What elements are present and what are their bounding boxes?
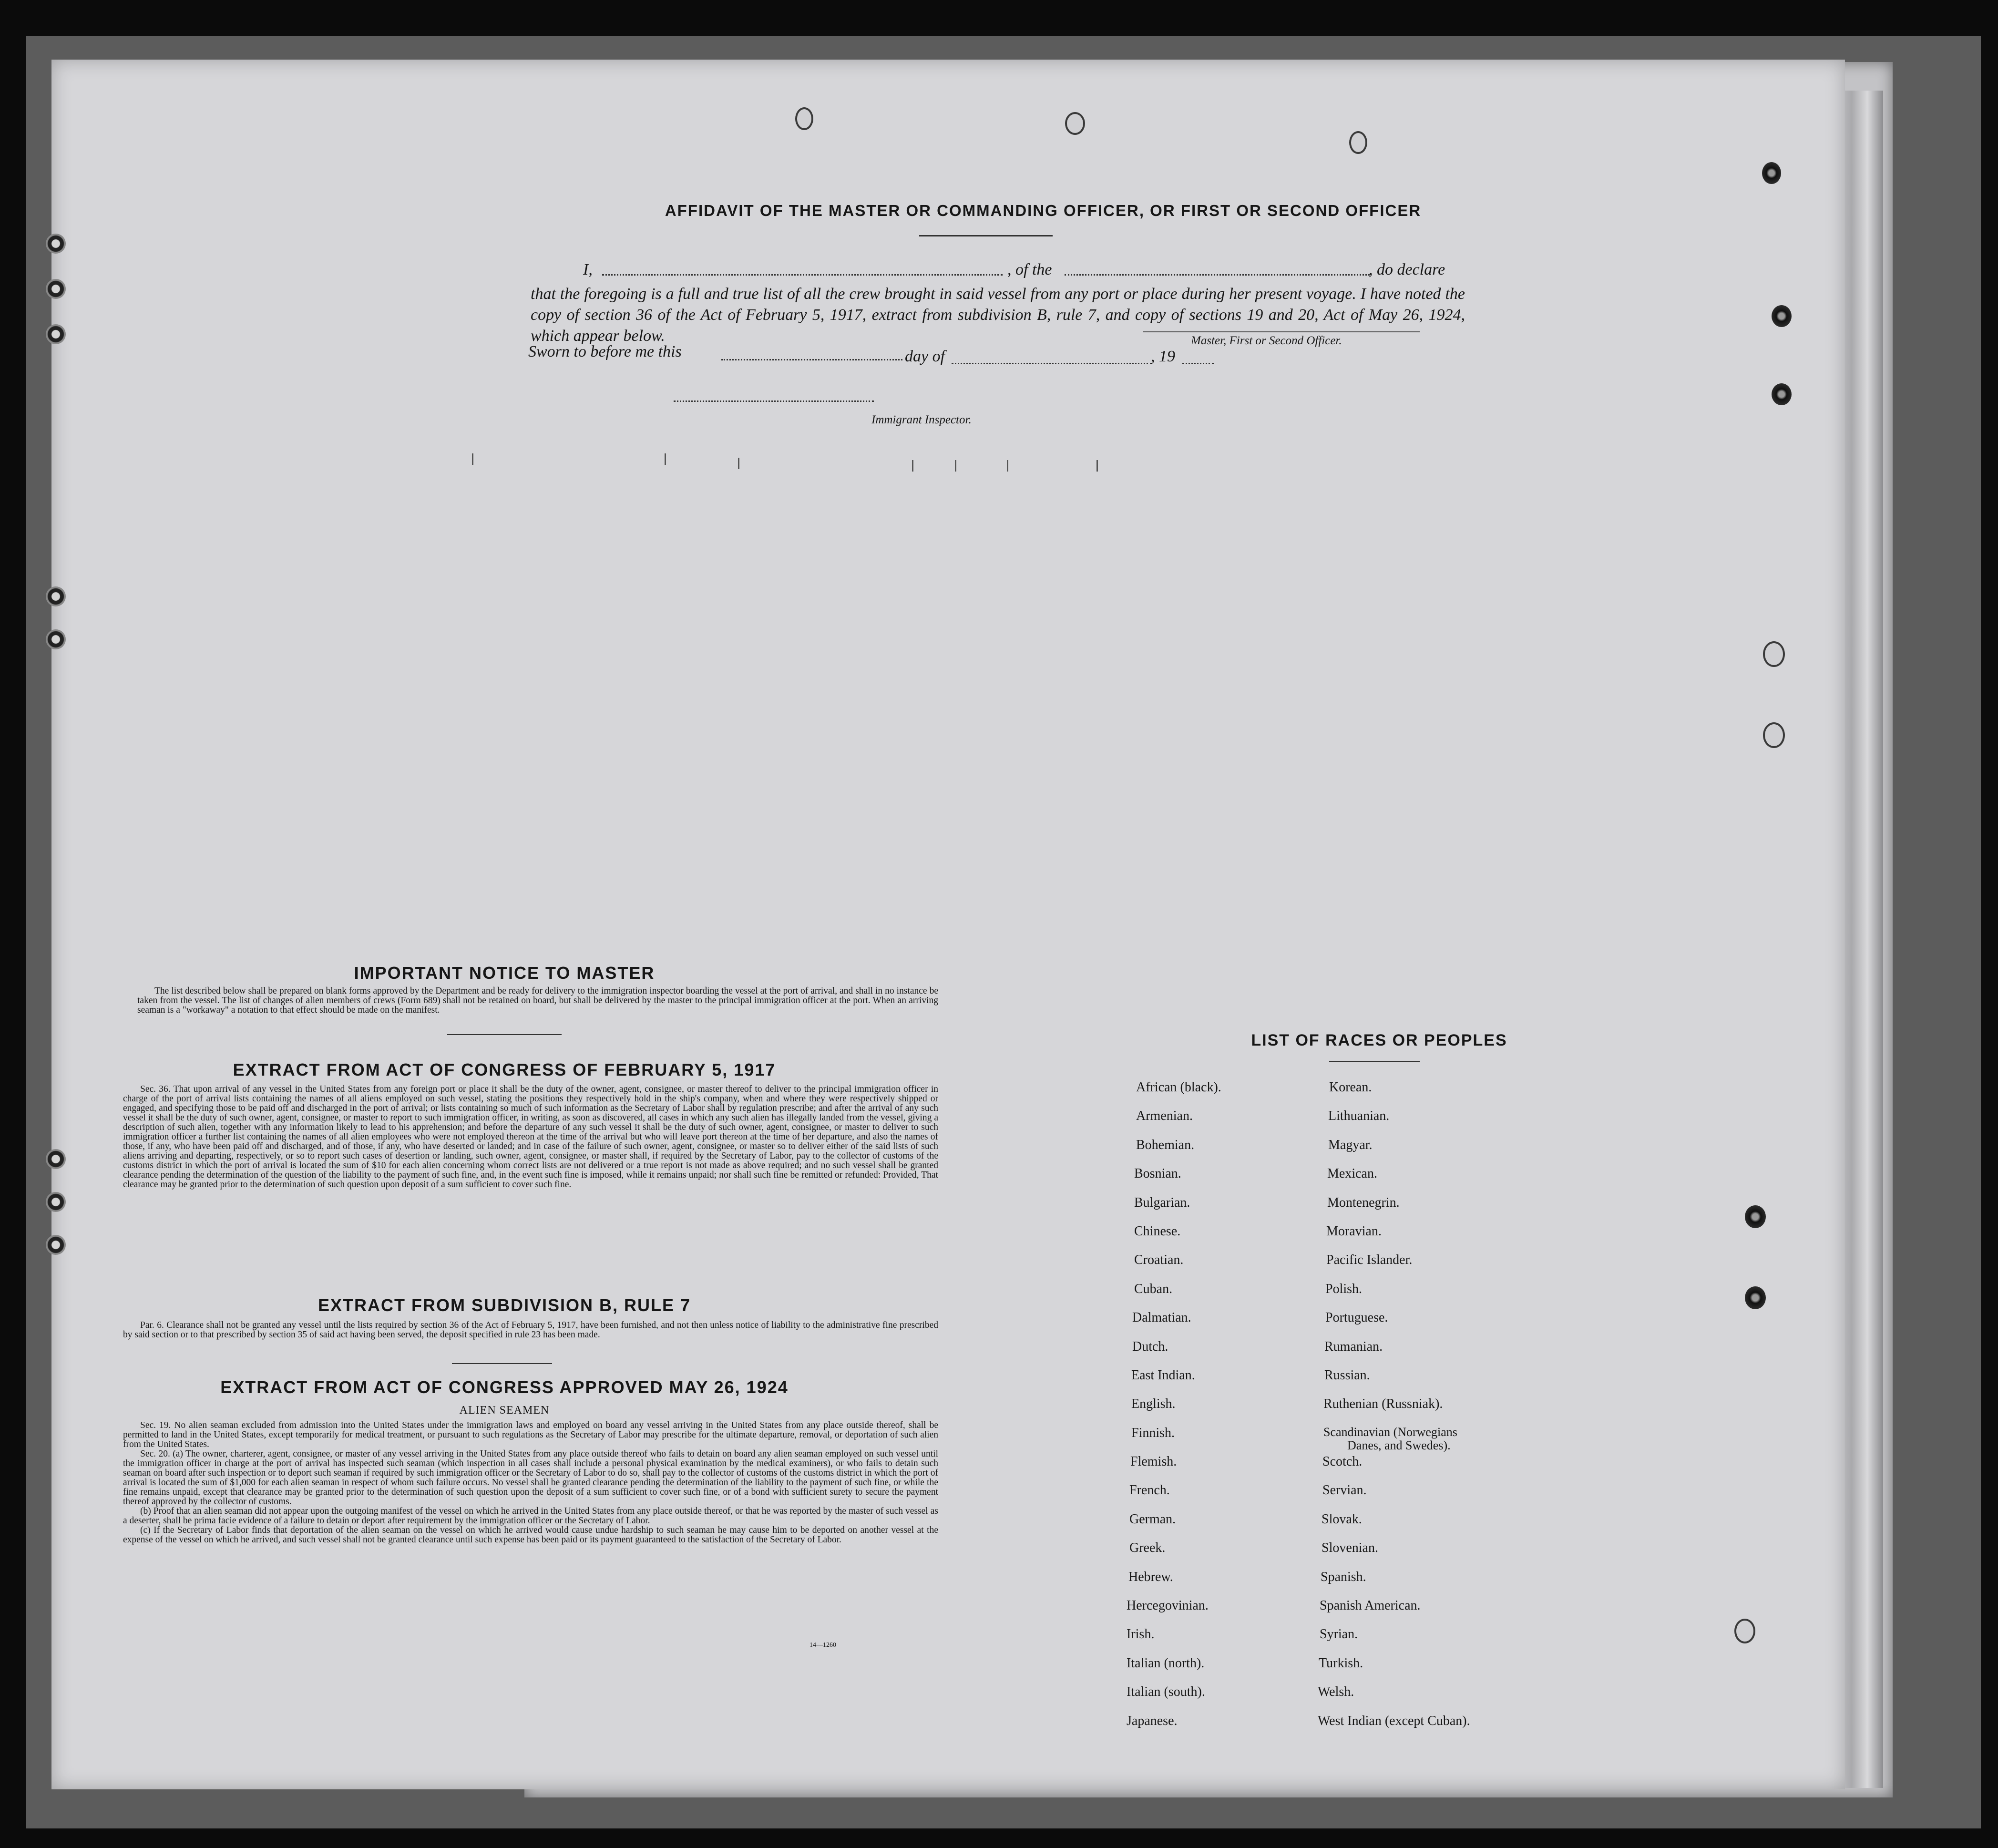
notice-paragraph: The list described below shall be prepared on blank forms approved by the Department and be ready for delivery to the immigration inspector boarding the vessel at the port of arrival, and shall in no instance be taken from the vessel. The list of changes of alien members of crews (Form 689) shall not be retained on board, but shall be delivered by the master to the principal immigration officer at the port. When an arriving seaman is a "workaway" a notation to that effect should be made on the manifest. — [137, 986, 938, 1015]
races-column-1 — [1127, 1080, 1221, 1742]
races-underline — [1329, 1061, 1420, 1062]
punch-hole — [1763, 641, 1785, 667]
race-item: African (black). — [1136, 1080, 1221, 1095]
punch-hole — [795, 107, 813, 130]
race-item-scandinavian-cont: Danes, and Swedes). — [1347, 1438, 1451, 1452]
par6-paragraph: Par. 6. Clearance shall not be granted any vessel until the lists required by section 36 of the Act of February 5, 1917, have been furnished, and not then unless notice of liability to the administrative fine prescribed by said section or to that prescribed by section 35 of said act having been served, the deposit specified in rule 23 has been made. — [123, 1320, 938, 1340]
notice-text — [137, 986, 938, 1015]
vessel-name-field[interactable] — [1065, 274, 1370, 276]
sworn-month-field[interactable] — [952, 363, 1152, 364]
bleed-through-mark — [665, 453, 666, 465]
race-item: Hebrew. — [1128, 1569, 1173, 1584]
punch-hole — [1745, 1205, 1766, 1228]
affidavit-title: AFFIDAVIT OF THE MASTER OR COMMANDING OFFICER, OR FIRST OR SECOND OFFICER — [665, 202, 1422, 219]
bleed-through-mark — [1007, 460, 1008, 472]
race-item: Dutch. — [1132, 1339, 1168, 1354]
punch-hole — [1745, 1286, 1766, 1309]
race-item: Magyar. — [1328, 1137, 1373, 1152]
binder-grommet — [46, 1149, 66, 1169]
race-item: Mexican. — [1327, 1166, 1377, 1181]
race-item: Japanese. — [1127, 1713, 1178, 1728]
race-item: Pacific Islander. — [1326, 1253, 1413, 1268]
races-column-2 — [1315, 1080, 1470, 1742]
binder-grommet — [46, 1235, 66, 1255]
race-item: Hercegovinian. — [1127, 1598, 1209, 1613]
sec20c-paragraph: (c) If the Secretary of Labor finds that deportation of the alien seaman on the vessel on which he arrived would cause undue hardship to such seaman he may cause him to be deported on another vessel at the expense of the vessel on which he arrived, and such vessel shall not be granted clearance until such expense has been paid or its payment guaranteed to the satisfaction of the Secretary of Labor. — [123, 1525, 938, 1545]
race-item: Bohemian. — [1136, 1137, 1195, 1152]
extract-1917-title: EXTRACT FROM ACT OF CONGRESS OF FEBRUARY 5, 1917 — [233, 1060, 776, 1079]
sec20a-paragraph: Sec. 20. (a) The owner, charterer, agent, consignee, or master of any vessel arriving in the United States from any place outside thereof who fails to detain on board any alien seaman employed on such vessel until the immigration officer in charge at the port of arrival has inspected such seaman (which inspection in all cases shall include a personal physical examination by the medical examiners), or who fails to detain such seaman on board after such inspection or to deport such seaman if required by such immigration officer or the Secretary of Labor to do so, shall pay to the collector of customs of the customs district in which the port of arrival is located the sum of $1,000 for each alien seaman in respect of whom such failure occurs. No vessel shall be granted clearance pending the determination of the liability to the payment of such fine, or while the fine remains unpaid, except that clearance may be granted prior to the determination of such question upon the deposit of a sum sufficient to cover such fine, or of a bond with sufficient surety to secure the payment thereof approved by the collector of customs. — [123, 1449, 938, 1507]
notice-title: IMPORTANT NOTICE TO MASTER — [354, 963, 655, 983]
extract-1917-text — [123, 1085, 938, 1190]
race-item: Finnish. — [1131, 1425, 1175, 1440]
bleed-through-mark — [955, 460, 956, 472]
affidavit-do-declare-label: , do declare — [1369, 261, 1445, 278]
sworn-year-field[interactable] — [1182, 363, 1214, 364]
race-item: Turkish. — [1319, 1655, 1363, 1671]
extract-1924-text — [123, 1421, 938, 1545]
alien-seamen-subtitle: ALIEN SEAMEN — [459, 1404, 550, 1417]
race-item: West Indian (except Cuban). — [1318, 1713, 1470, 1728]
master-name-field[interactable] — [602, 274, 1003, 276]
section-divider — [447, 1034, 562, 1035]
race-item: Welsh. — [1318, 1684, 1354, 1700]
section-divider — [452, 1363, 552, 1364]
punch-hole — [1349, 131, 1367, 154]
race-item: Scotch. — [1322, 1454, 1363, 1469]
bleed-through-mark — [912, 460, 913, 472]
day-of-label: day of — [905, 348, 945, 365]
extract-rule7-title: EXTRACT FROM SUBDIVISION B, RULE 7 — [318, 1295, 691, 1315]
race-item: Dalmatian. — [1132, 1310, 1191, 1325]
race-item: Portuguese. — [1325, 1310, 1388, 1325]
bleed-through-mark — [738, 458, 739, 469]
inspector-signature-line[interactable] — [674, 400, 874, 402]
race-item: Russian. — [1324, 1367, 1370, 1383]
race-item: Flemish. — [1130, 1454, 1177, 1469]
punch-hole — [1772, 383, 1792, 405]
inspector-label: Immigrant Inspector. — [871, 413, 972, 426]
race-item: Rumanian. — [1324, 1339, 1383, 1354]
sec36-paragraph: Sec. 36. That upon arrival of any vessel in the United States from any foreign port or place it shall be the duty of the owner, agent, consignee, or master thereof to deliver to the principal immigration officer in charge of the port of arrival lists containing the names of all aliens employed on such vessel, stating the positions they respectively hold in the ship's company, when and where they were respectively shipped or engaged, and specifying those to be paid off and discharged in the port of arrival; or lists containing so much of such information as the Secretary of Labor shall by regulation prescribe; and after the arrival of any such vessel it shall be the duty of such owner, agent, consignee, or master to report to such immigration officer, in writing, as soon as discovered, all cases in which any such alien has illegally landed from the vessel, giving a description of such alien, together with any information likely to lead to his apprehension; and before the departure of any such vessel it shall be the duty of such owner, agent, consignee, or master to deliver to such immigration officer a further list containing the names of all alien employees who were not employed thereon at the time of the arrival but who will leave port thereon at the time of her departure, and also the names of those, if any, who have been paid off and discharged, and of those, if any, who have deserted or landed; and in case of the failure of such owner, agent, consignee, or master so to deliver either of the said lists of such aliens arriving and departing, respectively, or so to report such cases of desertion or landing, such owner, agent, consignee, or master shall, if required by the Secretary of Labor, pay to the collector of customs of the customs district in which the port of arrival is located the sum of $10 for each alien concerning whom correct lists are not delivered or a true report is not made as above required; and no such vessel shall be granted clearance pending the determination of the question of the liability to the payment of such fine, and, in the event such fine is imposed, while it remains unpaid; nor shall such fine be remitted or refunded: Provided, That clearance may be granted prior to the determination of such question upon deposit of a sum sufficient to cover such fine. — [123, 1084, 938, 1190]
race-item: Korean. — [1329, 1080, 1372, 1095]
punch-hole — [1763, 722, 1785, 748]
sworn-label: Sworn to before me this — [528, 343, 682, 360]
race-item: Spanish American. — [1320, 1598, 1421, 1613]
race-item: Moravian. — [1326, 1223, 1382, 1239]
punch-hole — [1065, 112, 1085, 135]
race-item: Bulgarian. — [1134, 1195, 1190, 1210]
race-item: Croatian. — [1134, 1253, 1184, 1268]
race-item: English. — [1131, 1396, 1176, 1412]
race-item: Lithuanian. — [1328, 1109, 1390, 1124]
binder-grommet — [46, 279, 66, 299]
form-number: 14—1260 — [809, 1642, 836, 1649]
races-title: LIST OF RACES OR PEOPLES — [1251, 1031, 1507, 1049]
race-item: French. — [1129, 1483, 1170, 1498]
race-item: Ruthenian (Russniak). — [1323, 1396, 1443, 1412]
race-item: Polish. — [1325, 1281, 1363, 1296]
sec20b-paragraph: (b) Proof that an alien seaman did not appear upon the outgoing manifest of the vessel on which he arrived in the United States from any place outside thereof, or that he was reported by the master of such vessel as a deserter, shall be prima facie evidence of a failure to detain or deport after requirement by the immigration officer or the Secretary of Labor. — [123, 1506, 938, 1526]
master-signature-line[interactable] — [1143, 331, 1420, 332]
punch-hole — [1734, 1619, 1755, 1643]
race-item: Syrian. — [1320, 1627, 1358, 1642]
race-item — [1315, 1426, 1470, 1454]
race-item: Bosnian. — [1134, 1166, 1181, 1181]
affidavit-i-label: I, — [583, 261, 593, 278]
race-item: Italian (south). — [1127, 1684, 1205, 1700]
race-item: Montenegrin. — [1327, 1195, 1400, 1210]
extract-1924-title: EXTRACT FROM ACT OF CONGRESS APPROVED MAY 26, 1924 — [220, 1377, 789, 1397]
race-item: Servian. — [1322, 1483, 1367, 1498]
race-item: East Indian. — [1131, 1367, 1195, 1383]
binder-grommet — [46, 1192, 66, 1212]
race-item: Cuban. — [1134, 1281, 1173, 1296]
extract-rule7-text — [123, 1321, 938, 1340]
sworn-day-field[interactable] — [721, 359, 902, 360]
race-item: Irish. — [1127, 1627, 1155, 1642]
race-item: Slovenian. — [1322, 1540, 1378, 1556]
document-page — [51, 60, 1845, 1789]
punch-hole — [1772, 305, 1792, 327]
binder-grommet — [46, 629, 66, 649]
binder-grommet — [46, 324, 66, 344]
race-item: Chinese. — [1134, 1223, 1181, 1239]
race-item: Armenian. — [1136, 1109, 1193, 1124]
sec19-paragraph: Sec. 19. No alien seaman excluded from admission into the United States under the immigration laws and employed on board any vessel arriving in the United States from any place outside thereof, shall be permitted to land in the United States, except temporarily for medical treatment, or pursuant to such regulations as the Secretary of Labor may prescribe for the ultimate departure, removal, or deportation of such alien from the United States. — [123, 1420, 938, 1449]
affidavit-of-the-label: , of the — [1007, 261, 1052, 278]
binder-grommet — [46, 234, 66, 254]
race-item-scandinavian: Scandinavian (Norwegians — [1323, 1425, 1457, 1439]
race-item: German. — [1129, 1511, 1176, 1527]
master-signature-label: Master, First or Second Officer. — [1191, 334, 1342, 347]
punch-hole — [1762, 162, 1781, 184]
bleed-through-mark — [1096, 460, 1098, 472]
race-item: Italian (north). — [1127, 1655, 1205, 1671]
race-item: Spanish. — [1321, 1569, 1366, 1584]
binder-grommet — [46, 586, 66, 606]
affidavit-body: that the foregoing is a full and true list of all the crew brought in said vessel from any port or place during her present voyage. I have noted the copy of section 36 of the Act of February 5, 1917, extract from subdivision B, rule 7, and copy of sections 19 and 20, Act of May 26, 1924, which appear below. — [531, 285, 1465, 345]
bleed-through-mark — [472, 453, 473, 465]
race-item: Greek. — [1129, 1540, 1166, 1556]
year-label: , 19 — [1151, 348, 1175, 365]
race-item: Slovak. — [1322, 1511, 1362, 1527]
